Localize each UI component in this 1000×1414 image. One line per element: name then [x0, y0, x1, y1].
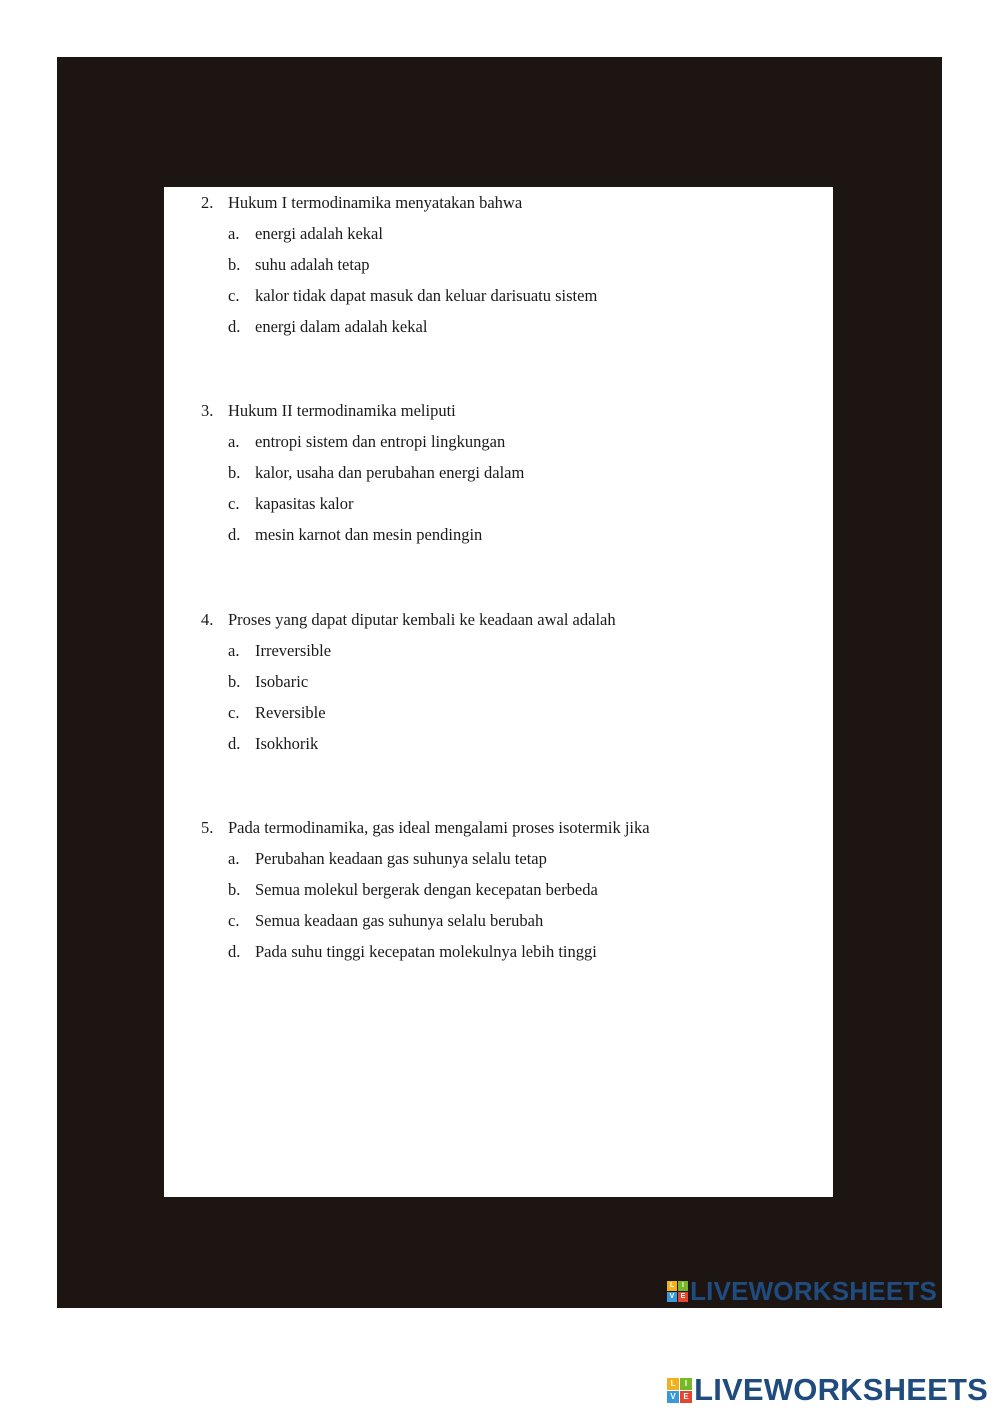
option-b	[201, 666, 821, 697]
option-letter: c.	[228, 911, 240, 930]
option-text: entropi sistem dan entropi lingkungan	[255, 432, 506, 451]
option-letter: b.	[228, 672, 241, 691]
question-2	[201, 187, 821, 342]
question-number: 5.	[201, 818, 214, 837]
option-letter: a.	[228, 641, 240, 660]
option-c	[201, 280, 821, 311]
option-text: Perubahan keadaan gas suhunya selalu tetap	[255, 849, 547, 868]
option-letter: c.	[228, 286, 240, 305]
option-text: energi dalam adalah kekal	[255, 317, 428, 336]
question-text	[201, 187, 821, 218]
question-5	[201, 812, 821, 967]
question-prompt: Pada termodinamika, gas ideal mengalami proses isotermik jika	[228, 818, 650, 837]
option-a	[201, 843, 821, 874]
option-c	[201, 697, 821, 728]
logo-blocks-icon: L I V E	[667, 1378, 692, 1403]
question-number: 3.	[201, 401, 214, 420]
option-text: Semua molekul bergerak dengan kecepatan berbeda	[255, 880, 598, 899]
liveworksheets-logo-inner	[667, 1277, 937, 1305]
option-letter: a.	[228, 849, 240, 868]
option-d	[201, 519, 821, 550]
option-b	[201, 249, 821, 280]
liveworksheets-logo-footer	[667, 1373, 988, 1407]
option-a	[201, 218, 821, 249]
question-text	[201, 395, 821, 426]
option-letter: b.	[228, 463, 241, 482]
option-b	[201, 874, 821, 905]
option-letter: a.	[228, 432, 240, 451]
option-text: Isobaric	[255, 672, 309, 691]
question-4	[201, 604, 821, 759]
worksheet-frame	[57, 57, 942, 1308]
option-text: kapasitas kalor	[255, 494, 354, 513]
option-letter: c.	[228, 494, 240, 513]
question-text	[201, 812, 821, 843]
option-letter: d.	[228, 734, 241, 753]
question-number: 4.	[201, 610, 214, 629]
option-text: mesin karnot dan mesin pendingin	[255, 525, 483, 544]
option-c	[201, 488, 821, 519]
question-number: 2.	[201, 193, 214, 212]
option-d	[201, 936, 821, 967]
logo-wordmark: LIVEWORKSHEETS	[690, 1275, 937, 1306]
question-prompt: Proses yang dapat diputar kembali ke keadaan awal adalah	[228, 610, 616, 629]
option-text: kalor tidak dapat masuk dan keluar darisuatu sistem	[255, 286, 598, 305]
question-prompt: Hukum II termodinamika meliputi	[228, 401, 456, 420]
question-3	[201, 395, 821, 550]
question-text	[201, 604, 821, 635]
option-text: suhu adalah tetap	[255, 255, 370, 274]
worksheet-paper	[164, 187, 833, 1197]
option-text: kalor, usaha dan perubahan energi dalam	[255, 463, 525, 482]
option-letter: a.	[228, 224, 240, 243]
logo-wordmark: LIVEWORKSHEETS	[694, 1372, 988, 1407]
option-letter: b.	[228, 880, 241, 899]
option-a	[201, 426, 821, 457]
option-letter: b.	[228, 255, 241, 274]
option-text: Irreversible	[255, 641, 332, 660]
option-letter: d.	[228, 942, 241, 961]
option-text: energi adalah kekal	[255, 224, 383, 243]
option-text: Reversible	[255, 703, 326, 722]
option-letter: d.	[228, 317, 241, 336]
option-a	[201, 635, 821, 666]
option-letter: c.	[228, 703, 240, 722]
option-text: Isokhorik	[255, 734, 319, 753]
option-c	[201, 905, 821, 936]
logo-blocks-icon: L I V E	[667, 1281, 688, 1302]
option-d	[201, 311, 821, 342]
option-text: Pada suhu tinggi kecepatan molekulnya lebih tinggi	[255, 942, 597, 961]
option-b	[201, 457, 821, 488]
question-prompt: Hukum I termodinamika menyatakan bahwa	[228, 193, 523, 212]
option-text: Semua keadaan gas suhunya selalu berubah	[255, 911, 544, 930]
option-d	[201, 728, 821, 759]
option-letter: d.	[228, 525, 241, 544]
